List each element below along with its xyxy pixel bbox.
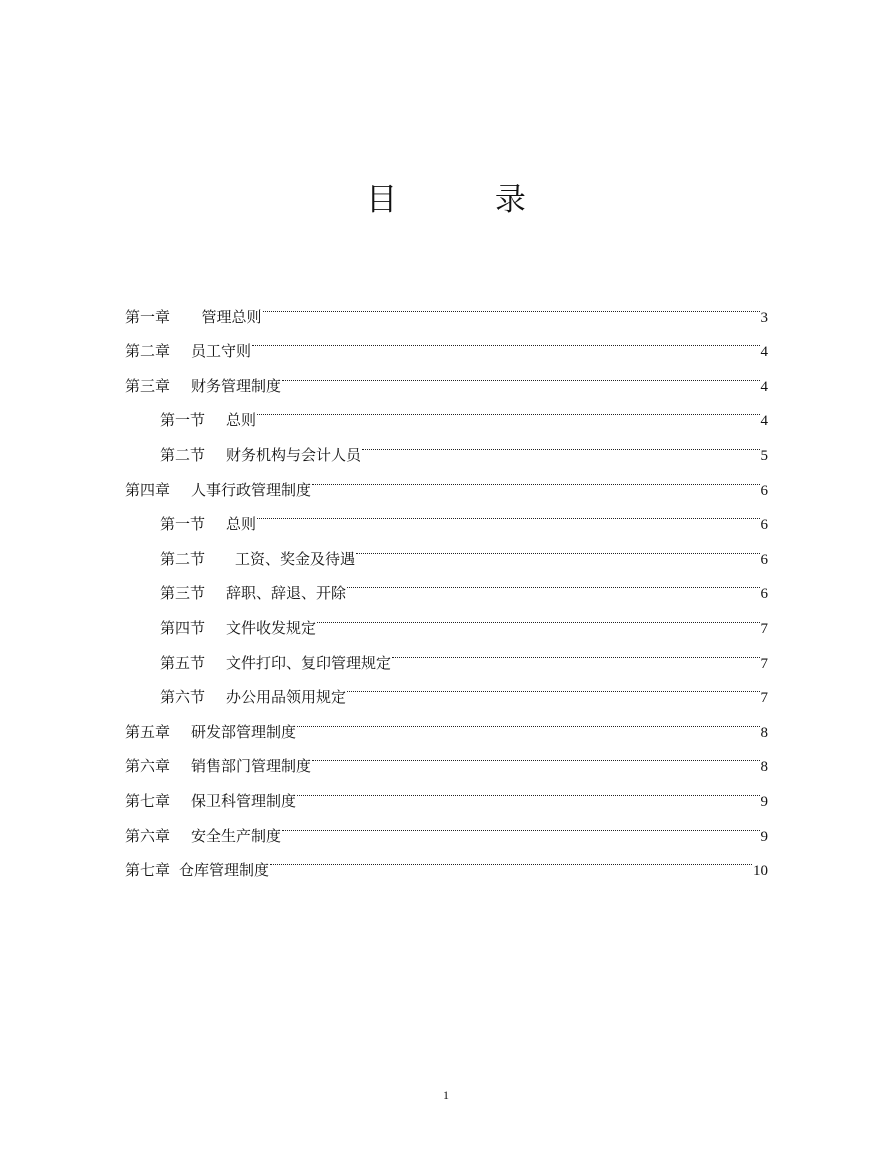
toc-entry-page: 4 — [760, 413, 768, 430]
toc-entry-label: 仓库管理制度 — [179, 861, 270, 880]
toc-entry-number: 第二章 — [125, 342, 171, 361]
toc-entry-number: 第七章 — [125, 791, 171, 810]
toc-entry[interactable] — [125, 702, 768, 741]
toc-entry-number: 第一节 — [160, 515, 206, 534]
toc-entry-number: 第一章 — [125, 307, 171, 326]
toc-entry-number: 第三节 — [160, 584, 206, 603]
dot-leader — [356, 529, 759, 564]
toc-entry-page: 4 — [760, 344, 768, 361]
toc-entry-number: 第二节 — [160, 445, 206, 464]
toc-entry-label: 总则 — [226, 411, 257, 430]
toc-list — [125, 287, 768, 880]
toc-entry[interactable] — [125, 425, 768, 464]
toc-entry-label: 人事行政管理制度 — [191, 480, 312, 499]
toc-entry-number: 第五章 — [125, 722, 171, 741]
toc-entry-label: 辞职、辞退、开除 — [226, 584, 347, 603]
dot-leader — [263, 287, 760, 322]
toc-entry[interactable] — [125, 668, 768, 707]
toc-entry-page: 6 — [760, 482, 768, 499]
toc-entry-page: 5 — [760, 447, 768, 464]
toc-entry-page: 8 — [760, 724, 768, 741]
toc-entry[interactable] — [125, 598, 768, 637]
dot-leader — [392, 633, 759, 668]
toc-entry[interactable] — [125, 287, 768, 326]
toc-entry[interactable] — [125, 529, 768, 568]
dot-leader — [282, 806, 759, 841]
toc-entry-label: 财务机构与会计人员 — [226, 445, 362, 464]
toc-entry-page: 3 — [760, 309, 768, 326]
dot-leader — [297, 771, 759, 806]
toc-entry-label: 工资、奖金及待遇 — [235, 549, 356, 568]
toc-entry-page: 7 — [760, 655, 768, 672]
dot-leader — [317, 598, 759, 633]
toc-entry-number: 第五节 — [160, 653, 206, 672]
toc-entry-number: 第四节 — [160, 618, 206, 637]
dot-leader — [252, 322, 759, 357]
dot-leader — [257, 391, 759, 426]
dot-leader — [347, 564, 759, 599]
dot-leader — [347, 668, 759, 703]
toc-entry-number: 第六章 — [125, 826, 171, 845]
toc-entry-label: 员工守则 — [191, 342, 252, 361]
toc-entry-page: 7 — [760, 690, 768, 707]
toc-entry-number: 第一节 — [160, 411, 206, 430]
dot-leader — [362, 425, 759, 460]
toc-entry-label: 研发部管理制度 — [191, 722, 297, 741]
toc-entry-page: 9 — [760, 828, 768, 845]
toc-entry-label: 文件打印、复印管理规定 — [226, 653, 392, 672]
dot-leader — [297, 702, 759, 737]
toc-entry-label: 管理总则 — [201, 307, 262, 326]
dot-leader — [312, 737, 759, 772]
toc-entry-label: 保卫科管理制度 — [191, 791, 297, 810]
toc-entry-page: 6 — [760, 517, 768, 534]
toc-entry-number: 第四章 — [125, 480, 171, 499]
toc-entry-number: 第六节 — [160, 688, 206, 707]
toc-entry[interactable] — [125, 564, 768, 603]
toc-entry-label: 财务管理制度 — [191, 376, 282, 395]
toc-entry[interactable] — [125, 633, 768, 672]
toc-title: 目 录 — [366, 182, 570, 218]
dot-leader — [257, 495, 759, 530]
toc-entry-number: 第六章 — [125, 757, 171, 776]
dot-leader — [282, 356, 759, 391]
toc-entry-label: 文件收发规定 — [226, 618, 317, 637]
toc-entry-page: 7 — [760, 620, 768, 637]
toc-entry-number: 第三章 — [125, 376, 171, 395]
toc-entry-label: 安全生产制度 — [191, 826, 282, 845]
toc-entry-page: 6 — [760, 551, 768, 568]
toc-entry-label: 总则 — [226, 515, 257, 534]
toc-entry-page: 4 — [760, 378, 768, 395]
toc-entry-label: 办公用品领用规定 — [226, 688, 347, 707]
toc-entry[interactable] — [125, 460, 768, 499]
dot-leader — [312, 460, 759, 495]
toc-entry-page: 9 — [760, 793, 768, 810]
toc-entry-label: 销售部门管理制度 — [191, 757, 312, 776]
toc-entry-page: 8 — [760, 759, 768, 776]
toc-entry-number: 第七章 — [125, 861, 171, 880]
dot-leader — [270, 841, 752, 876]
toc-entry-page: 10 — [753, 863, 768, 880]
toc-entry-number: 第二节 — [160, 549, 206, 568]
toc-entry-page: 6 — [760, 586, 768, 603]
page-number: 1 — [443, 1088, 449, 1102]
